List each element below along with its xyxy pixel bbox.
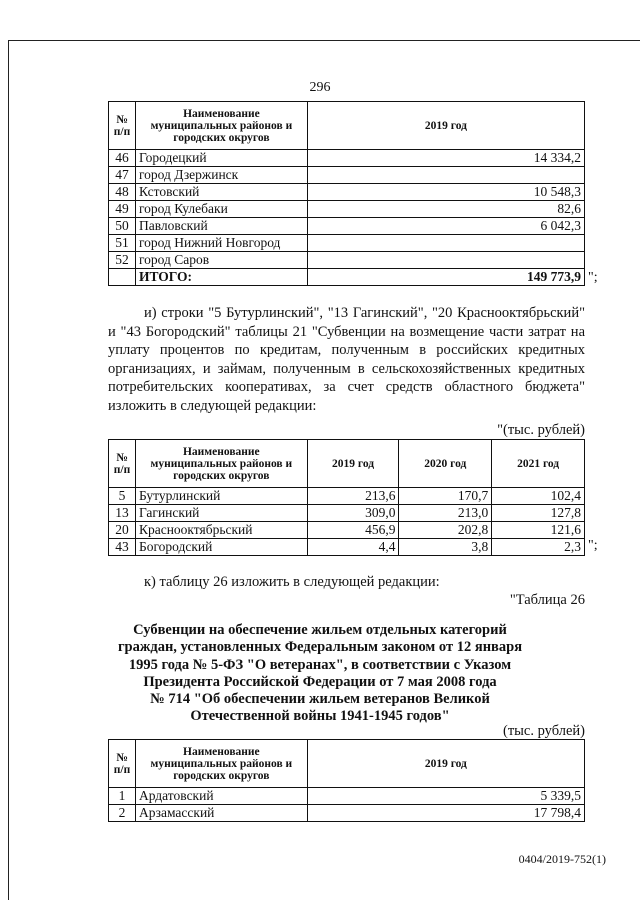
table-2 — [108, 439, 585, 556]
row-value-2021: 2,3 — [492, 539, 585, 556]
row-number: 48 — [109, 184, 136, 201]
row-value-2019: 456,9 — [307, 522, 399, 539]
row-value-2019: 4,4 — [307, 539, 399, 556]
header-num: № п/п — [109, 740, 136, 788]
table-3 — [108, 739, 585, 822]
header-num: № п/п — [109, 440, 136, 488]
row-name: Городецкий — [135, 150, 307, 167]
page-frame-top — [8, 40, 640, 41]
row-number: 50 — [109, 218, 136, 235]
table-row — [109, 522, 585, 539]
row-name: город Саров — [135, 252, 307, 269]
row-value-2019: 82,6 — [307, 201, 584, 218]
units-quoted: "(тыс. рублей) — [497, 422, 585, 438]
title-line: Субвенции на обеспечение жильем отдельных категорий — [133, 622, 507, 638]
table-26-label: "Таблица 26 — [509, 592, 585, 608]
table-row — [109, 805, 585, 822]
total-value: 149 773,9 — [307, 269, 584, 286]
title-line: граждан, установленных Федеральным законом от 12 января — [117, 639, 523, 656]
row-number: 52 — [109, 252, 136, 269]
units: (тыс. рублей) — [503, 723, 585, 739]
table-1-tail: "; — [588, 270, 598, 285]
row-value-2019: 10 548,3 — [307, 184, 584, 201]
table-row — [109, 235, 585, 252]
row-value-2019: 213,6 — [307, 488, 399, 505]
total-num — [109, 269, 136, 286]
paragraph-i-text: и) строки "5 Бутурлинский", "13 Гагинский", "20 Краснооктябрьский" и "43 Богородский" таблицы 21 "Субвенции на возмещение части затрат на уплату процентов по кредитам, полученным в российских кредитных организациях, и займам, полученным в сельскохозяйственных кредитных потребительских кооперативах, за счет средств областного бюджета" изложить в следующей редакции: — [108, 305, 585, 414]
title-line: № 714 "Об обеспечении жильем ветеранов Великой — [150, 691, 490, 708]
header-2019: 2019 год — [307, 102, 584, 150]
table-2-tail: "; — [588, 538, 598, 553]
row-value-2019 — [307, 167, 584, 184]
title-line: 1995 года № 5-ФЗ "О ветеранах", в соответствии с Указом — [128, 656, 512, 673]
row-name: Богородский — [135, 539, 307, 556]
table-row — [109, 150, 585, 167]
page-frame-left — [8, 40, 9, 900]
row-number: 51 — [109, 235, 136, 252]
table-1-total-row — [109, 269, 585, 286]
row-value-2020: 170,7 — [399, 488, 492, 505]
header-2019: 2019 год — [307, 440, 399, 488]
header-name: Наименование муниципальных районов и городских округов — [135, 740, 307, 788]
header-num: № п/п — [109, 102, 136, 150]
header-2019: 2019 год — [307, 740, 584, 788]
row-value-2021: 127,8 — [492, 505, 585, 522]
header-name: Наименование муниципальных районов и городских округов — [135, 102, 307, 150]
row-value-2020: 3,8 — [399, 539, 492, 556]
row-value-2019: 6 042,3 — [307, 218, 584, 235]
row-value-2021: 102,4 — [492, 488, 585, 505]
document-code: 0404/2019-752(1) — [518, 852, 606, 866]
header-name: Наименование муниципальных районов и городских округов — [135, 440, 307, 488]
row-number: 1 — [109, 788, 136, 805]
row-number: 5 — [109, 488, 136, 505]
row-name: Арзамасский — [135, 805, 307, 822]
table-row — [109, 488, 585, 505]
row-name: Павловский — [135, 218, 307, 235]
row-name: Краснооктябрьский — [135, 522, 307, 539]
row-number: 43 — [109, 539, 136, 556]
row-name: Бутурлинский — [135, 488, 307, 505]
table-row — [109, 252, 585, 269]
page-number: 296 — [309, 80, 331, 95]
paragraph-k: к) таблицу 26 изложить в следующей редакции: — [144, 574, 440, 590]
row-value-2021: 121,6 — [492, 522, 585, 539]
header-2021: 2021 год — [492, 440, 585, 488]
row-number: 47 — [109, 167, 136, 184]
row-number: 20 — [109, 522, 136, 539]
paragraph-i — [108, 304, 585, 415]
row-number: 46 — [109, 150, 136, 167]
table-row — [109, 539, 585, 556]
table-1 — [108, 101, 585, 286]
row-name: Ардатовский — [135, 788, 307, 805]
row-name: город Кулебаки — [135, 201, 307, 218]
table-row — [109, 201, 585, 218]
row-number: 13 — [109, 505, 136, 522]
table-row — [109, 788, 585, 805]
title-line: Отечественной войны 1941-1945 годов" — [190, 708, 450, 725]
row-value-2019: 17 798,4 — [307, 805, 584, 822]
row-value-2020: 202,8 — [399, 522, 492, 539]
row-value-2019: 5 339,5 — [307, 788, 584, 805]
row-name: Гагинский — [135, 505, 307, 522]
row-name: город Нижний Новгород — [135, 235, 307, 252]
table-row — [109, 184, 585, 201]
row-name: город Дзержинск — [135, 167, 307, 184]
title-line: Президента Российской Федерации от 7 мая 2008 года — [143, 673, 497, 690]
row-value-2019 — [307, 252, 584, 269]
table-3-header — [109, 740, 585, 788]
table-row — [109, 505, 585, 522]
table-row — [109, 167, 585, 184]
table-26-title — [100, 622, 540, 726]
table-row — [109, 218, 585, 235]
row-name: Кстовский — [135, 184, 307, 201]
row-number: 2 — [109, 805, 136, 822]
row-value-2020: 213,0 — [399, 505, 492, 522]
row-value-2019 — [307, 235, 584, 252]
row-number: 49 — [109, 201, 136, 218]
row-value-2019: 309,0 — [307, 505, 399, 522]
row-value-2019: 14 334,2 — [307, 150, 584, 167]
total-label: ИТОГО: — [135, 269, 307, 286]
table-1-header — [109, 102, 585, 150]
header-2020: 2020 год — [399, 440, 492, 488]
table-2-header — [109, 440, 585, 488]
